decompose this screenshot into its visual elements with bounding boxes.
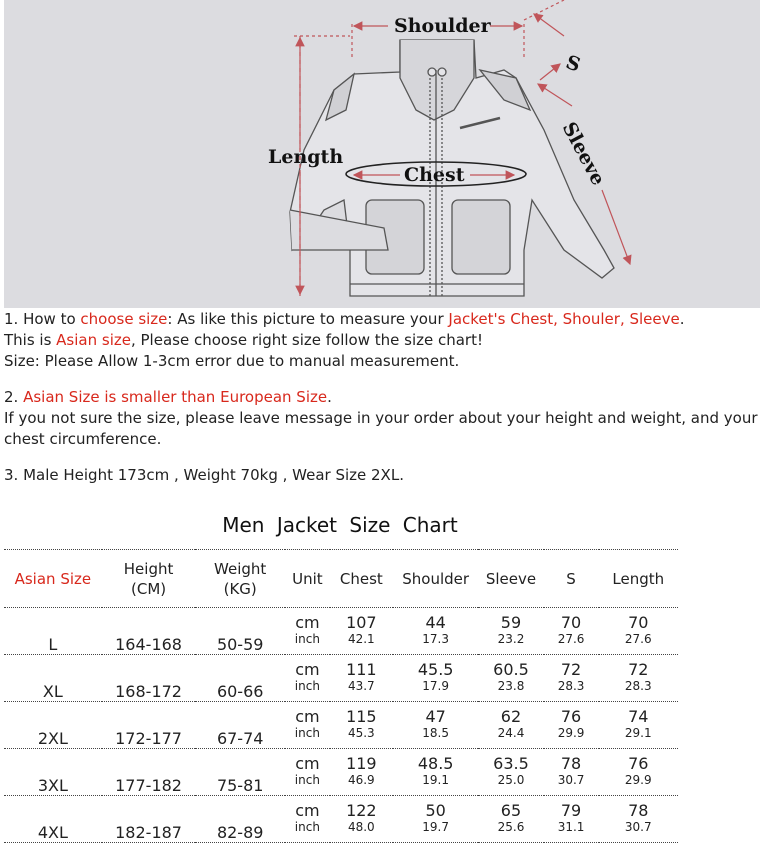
note-1-line-2-prefix: This is	[4, 331, 57, 349]
height-cell: 177-182	[102, 749, 196, 796]
header-weight-line-2: (KG)	[223, 579, 257, 598]
jacket-measurement-diagram	[4, 0, 760, 308]
shoulder-cm-cell: 44	[425, 613, 446, 632]
s-cm-cell: 70	[560, 613, 582, 632]
size-cell: XL	[4, 655, 102, 702]
s-inch-cell: 27.6	[544, 632, 599, 655]
jacket-illustration	[4, 0, 760, 308]
note-1-line-3: Size: Please Allow 1-3cm error due to manual measurement.	[4, 352, 460, 370]
chest-cm-cell: 107	[346, 613, 377, 632]
chest-cm-cell: 111	[346, 660, 377, 679]
size-chart-title: Men Jacket Size Chart	[222, 513, 458, 537]
length-cm-cell: 78	[628, 801, 649, 820]
header-height-line-2: (CM)	[131, 579, 167, 598]
sleeve-inch-cell: 23.8	[478, 679, 543, 702]
note-2-prefix: 2.	[4, 388, 24, 406]
weight-cell: 60-66	[195, 655, 285, 702]
s-inch-cell: 28.3	[544, 679, 599, 702]
header-weight	[195, 550, 285, 608]
size-cell: 2XL	[4, 702, 102, 749]
shoulder-label: Shoulder	[394, 15, 491, 37]
table-row	[4, 608, 678, 633]
length-inch-cell: 28.3	[599, 679, 678, 702]
length-cm-cell: 74	[628, 707, 649, 726]
sleeve-cm-cell: 62	[500, 707, 522, 726]
shoulder-cm-cell: 45.5	[417, 660, 454, 679]
sleeve-inch-cell: 25.6	[478, 820, 543, 843]
sleeve-cm-cell: 65	[500, 801, 522, 820]
chest-inch-cell: 45.3	[330, 726, 393, 749]
note-3: 3. Male Height 173cm , Weight 70kg , Wear Size 2XL.	[4, 466, 404, 484]
chest-cm-cell: 122	[346, 801, 377, 820]
note-1-line-2-rest: , Please choose right size follow the size chart!	[130, 331, 483, 349]
sleeve-inch-cell: 25.0	[478, 773, 543, 796]
note-1	[4, 309, 758, 330]
note-1-prefix: 1. How to	[4, 310, 81, 328]
sleeve-inch-cell: 24.4	[478, 726, 543, 749]
shoulder-inch-cell: 18.5	[393, 726, 479, 749]
size-chart-table	[4, 549, 678, 843]
weight-cell: 75-81	[195, 749, 285, 796]
s-cm-cell: 72	[560, 660, 582, 679]
chest-cm-cell: 119	[346, 754, 377, 773]
unit-inch-cell: inch	[285, 679, 330, 702]
shoulder-inch-cell: 17.9	[393, 679, 479, 702]
header-weight-line-1: Weight	[214, 559, 267, 578]
height-cell: 182-187	[102, 796, 196, 843]
table-row	[4, 655, 678, 680]
length-cm-cell: 72	[628, 660, 649, 679]
shoulder-cm-cell: 47	[425, 707, 446, 726]
chest-label: Chest	[404, 164, 465, 186]
size-cell: 3XL	[4, 749, 102, 796]
header-height	[102, 550, 196, 608]
length-inch-cell: 30.7	[599, 820, 678, 843]
s-inch-cell: 30.7	[544, 773, 599, 796]
header-chest: Chest	[330, 550, 393, 608]
table-body	[4, 608, 678, 843]
weight-cell: 67-74	[195, 702, 285, 749]
header-asian-size: Asian Size	[4, 550, 102, 608]
note-1-highlight-asian-size: Asian size	[56, 331, 131, 349]
header-height-line-1: Height	[123, 559, 174, 578]
unit-cm-cell: cm	[295, 707, 320, 726]
s-cm-cell: 76	[560, 707, 582, 726]
chest-inch-cell: 48.0	[330, 820, 393, 843]
sleeve-cm-cell: 60.5	[493, 660, 529, 679]
unit-inch-cell: inch	[285, 632, 330, 655]
unit-cm-cell: cm	[295, 613, 320, 632]
header-s: S	[544, 550, 599, 608]
unit-inch-cell: inch	[285, 820, 330, 843]
unit-cm-cell: cm	[295, 660, 320, 679]
table-row	[4, 702, 678, 727]
note-1-line-2	[4, 330, 758, 351]
chest-inch-cell: 43.7	[330, 679, 393, 702]
chest-inch-cell: 46.9	[330, 773, 393, 796]
unit-cm-cell: cm	[295, 801, 320, 820]
length-cm-cell: 70	[628, 613, 649, 632]
note-2	[4, 387, 758, 408]
header-unit: Unit	[285, 550, 330, 608]
note-1-highlight-choose-size: choose size	[80, 310, 168, 328]
table-row	[4, 796, 678, 821]
chest-cm-cell: 115	[346, 707, 377, 726]
note-1-highlight-measurements: Jacket's Chest, Shouler, Sleeve	[448, 310, 680, 328]
length-inch-cell: 29.1	[599, 726, 678, 749]
s-cm-cell: 79	[560, 801, 582, 820]
shoulder-cm-cell: 50	[425, 801, 446, 820]
s-inch-cell: 29.9	[544, 726, 599, 749]
header-length: Length	[599, 550, 678, 608]
shoulder-inch-cell: 19.1	[393, 773, 479, 796]
height-cell: 164-168	[102, 608, 196, 655]
sleeve-label: Sleeve	[557, 118, 610, 190]
note-1-middle: : As like this picture to measure your	[167, 310, 449, 328]
length-inch-cell: 29.9	[599, 773, 678, 796]
sleeve-cm-cell: 63.5	[493, 754, 529, 773]
unit-cm-cell: cm	[295, 754, 320, 773]
length-label: Length	[268, 146, 344, 168]
table-row	[4, 749, 678, 774]
size-cell: 4XL	[4, 796, 102, 843]
s-inch-cell: 31.1	[544, 820, 599, 843]
s-label: S	[562, 51, 584, 77]
note-1-end: .	[679, 310, 685, 328]
chest-inch-cell: 42.1	[330, 632, 393, 655]
table-header-row	[4, 550, 678, 608]
height-cell: 172-177	[102, 702, 196, 749]
weight-cell: 82-89	[195, 796, 285, 843]
length-inch-cell: 27.6	[599, 632, 678, 655]
sleeve-cm-cell: 59	[500, 613, 522, 632]
size-notes	[4, 309, 758, 486]
size-cell: L	[4, 608, 102, 655]
note-2-end: .	[327, 388, 332, 406]
unit-inch-cell: inch	[285, 773, 330, 796]
note-2-line-2: If you not sure the size, please leave message in your order about your height and weight, and your chest circumference.	[4, 409, 758, 448]
shoulder-inch-cell: 19.7	[393, 820, 479, 843]
s-cm-cell: 78	[560, 754, 582, 773]
note-2-highlight: Asian Size is smaller than European Size	[23, 388, 328, 406]
shoulder-inch-cell: 17.3	[393, 632, 479, 655]
header-shoulder: Shoulder	[393, 550, 479, 608]
length-cm-cell: 76	[628, 754, 649, 773]
header-sleeve: Sleeve	[478, 550, 543, 608]
sleeve-inch-cell: 23.2	[478, 632, 543, 655]
height-cell: 168-172	[102, 655, 196, 702]
shoulder-cm-cell: 48.5	[417, 754, 454, 773]
unit-inch-cell: inch	[285, 726, 330, 749]
weight-cell: 50-59	[195, 608, 285, 655]
